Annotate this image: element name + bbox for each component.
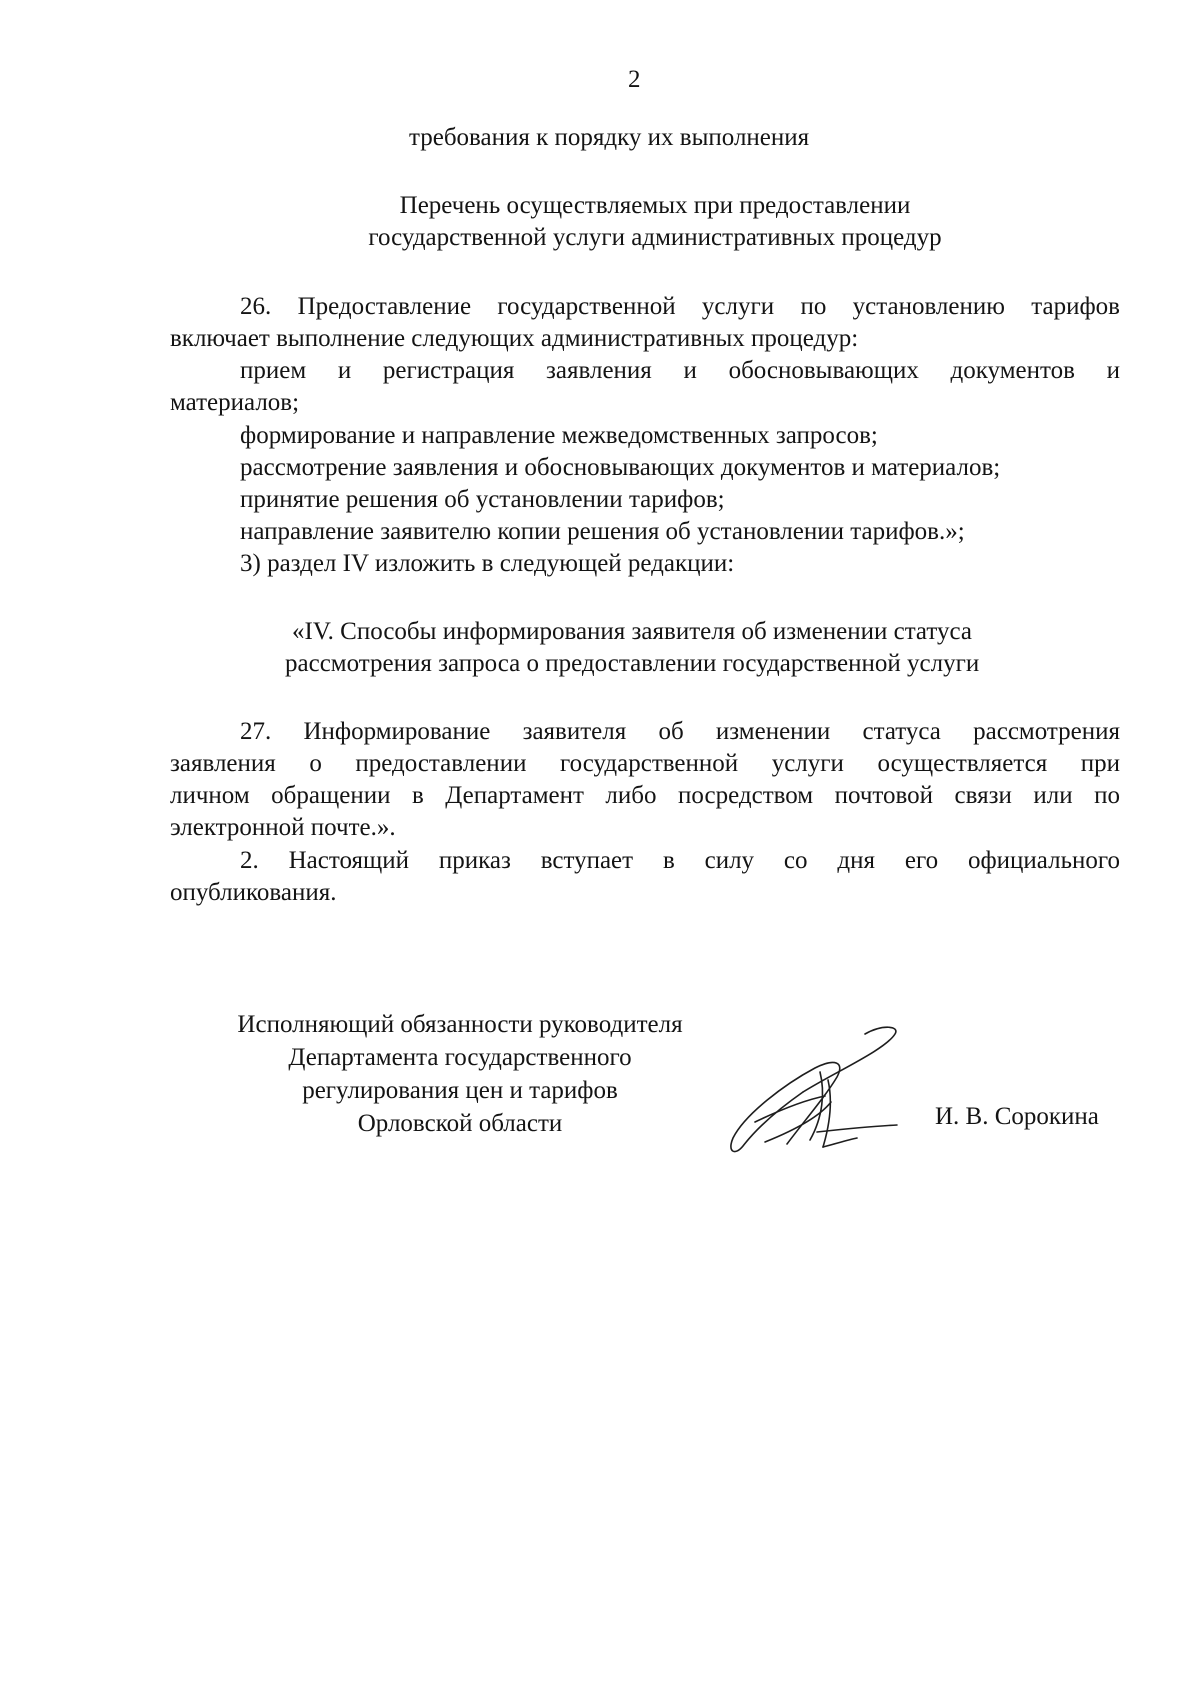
item-2-line-2: опубликования. [170, 879, 337, 906]
signatory-title-line-2: Департамента государственного [288, 1044, 632, 1071]
section-iv-title-line-1: «IV. Способы информирования заявителя об изменении статуса [292, 618, 972, 645]
item-27-line-3: личном обращении в Департамент либо посредством почтовой связи или по [170, 782, 1120, 809]
handwritten-signature-icon [725, 1022, 930, 1157]
item-26-line-3: прием и регистрация заявления и обосновывающих документов и [240, 357, 1120, 384]
heading-line: требования к порядку их выполнения [409, 124, 810, 151]
item-27-line-4: электронной почте.». [170, 814, 396, 841]
item-27-line-1: 27. Информирование заявителя об изменении статуса рассмотрения [240, 718, 1120, 745]
item-2-line-1: 2. Настоящий приказ вступает в силу со дня его официального [240, 847, 1120, 874]
subsection-title-line-2: государственной услуги административных процедур [368, 224, 942, 251]
section-iv-title-line-2: рассмотрения запроса о предоставлении государственной услуги [285, 650, 980, 677]
signatory-title [200, 1008, 720, 1140]
item-26-line-4: материалов; [170, 389, 300, 416]
signatory-title-line-1: Исполняющий обязанности руководителя [237, 1011, 683, 1038]
page-number: 2 [628, 66, 641, 93]
item-26-line-2: включает выполнение следующих административных процедур: [170, 325, 859, 352]
signatory-title-line-3: регулирования цен и тарифов [302, 1077, 618, 1104]
item-26-line-7: принятие решения об установлении тарифов; [240, 486, 725, 513]
item-27-line-2: заявления о предоставлении государственной услуги осуществляется при [170, 750, 1120, 777]
signatory-name: И. В. Сорокина [935, 1103, 1099, 1130]
item-3-line: 3) раздел IV изложить в следующей редакции: [240, 550, 735, 577]
item-26-line-1: 26. Предоставление государственной услуги по установлению тарифов [240, 293, 1120, 320]
item-26-line-8: направление заявителю копии решения об установлении тарифов.»; [240, 518, 965, 545]
item-26-line-6: рассмотрение заявления и обосновывающих документов и материалов; [240, 454, 1001, 481]
subsection-title-line-1: Перечень осуществляемых при предоставлении [399, 192, 911, 219]
item-26-line-5: формирование и направление межведомственных запросов; [240, 422, 878, 449]
signatory-title-line-4: Орловской области [357, 1110, 563, 1137]
